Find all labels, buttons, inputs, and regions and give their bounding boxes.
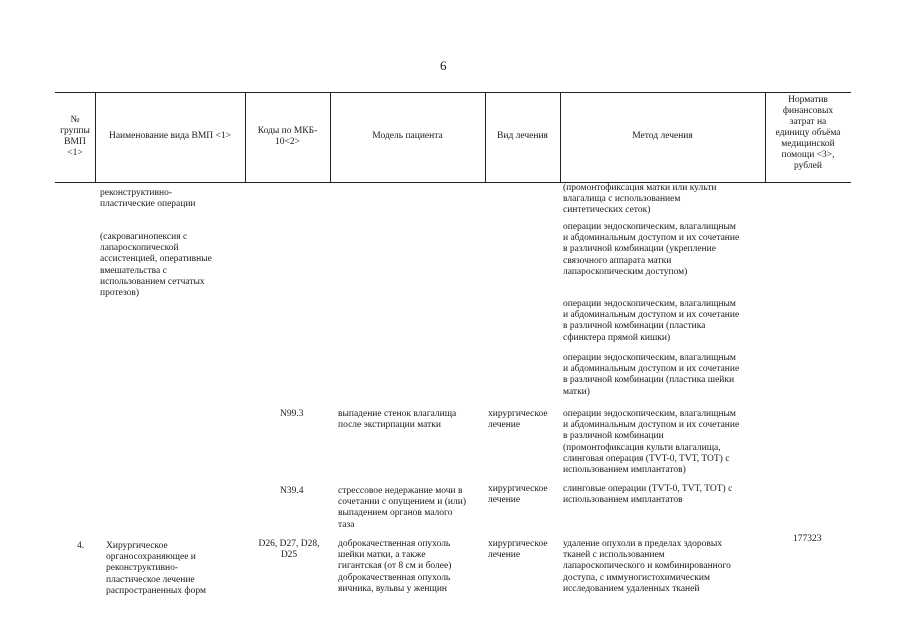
row-n99-model: выпадение стенок влагалища после экстирпации матки [338, 409, 457, 431]
method-block-3: операции эндоскопическим, влагалищным и абдоминальным доступом и их сочетание в различной комбинации (пластика сфинктера прямой кишки) [563, 299, 740, 343]
header-name: Наименование вида ВМП <1> [108, 131, 232, 141]
row-n99-treatment: хирургическое лечение [488, 409, 548, 431]
row-n39-treatment: хирургическое лечение [488, 484, 548, 506]
header-method: Метод лечения [632, 131, 693, 141]
header-codes: Коды по МКБ- 10<2> [257, 126, 318, 147]
row-n99-code: N99.3 [280, 409, 304, 419]
table-top-border [55, 92, 851, 93]
row-4-norm: 177323 [793, 534, 822, 544]
row-4-treatment: хирургическое лечение [488, 539, 548, 561]
row-4-group: 4. [77, 541, 85, 551]
cont-name-a: реконструктивно- пластические операции [100, 188, 196, 210]
method-block-4: операции эндоскопическим, влагалищным и абдоминальным доступом и их сочетание в различной комбинации (пластика шейки матки) [563, 353, 740, 397]
header-model: Модель пациента [372, 131, 443, 141]
method-block-2: операции эндоскопическим, влагалищным и абдоминальным доступом и их сочетание в различной комбинации (укрепление связочного аппарата матки лапароскопическим доступом) [563, 222, 740, 277]
header-norm: Норматив финансовых затрат на единицу объёма медицинской помощи <3>, рублей [775, 95, 841, 171]
header-treatment: Вид лечения [497, 131, 548, 141]
row-n39-code: N39.4 [280, 486, 304, 496]
table-header-bottom-border [55, 182, 851, 183]
header-group: № группы ВМП <1> [60, 115, 90, 158]
row-4-name: Хирургическое органосохраняющее и реконструктивно- пластическое лечение распространенных форм [106, 541, 206, 596]
row-n39-model: стрессовое недержание мочи в сочетании с опущением и (или) выпадением органов малого таза [338, 486, 466, 530]
method-block-1: (промонтофиксация матки или культи влагалища с использованием синтетических сеток) [563, 183, 717, 216]
row-4-model: доброкачественная опухоль шейки матки, а также гигантская (от 8 см и более) доброкачественная опухоль яичника, вульвы у женщин [338, 539, 452, 594]
page-number: 6 [440, 58, 447, 73]
row-4-method: удаление опухоли в пределах здоровых тканей с использованием лапароскопического и комбинированного доступа, с иммуногистохимическим исследованием удаленных тканей [563, 539, 731, 594]
row-n99-method: операции эндоскопическим, влагалищным и абдоминальным доступом и их сочетание в различной комбинации (промонтофиксация культи влагалища, слинговая операция (TVT-0, TVT, TOT) с использованием имплантатов) [563, 409, 740, 476]
row-n39-method: слинговые операции (TVT-0, TVT, TOT) с использованием имплантатов [563, 484, 733, 506]
row-4-code: D26, D27, D28, D25 [258, 539, 320, 561]
cont-name-b: (сакровагинопексия с лапароскопической ассистенцией, оперативные вмешательства с использованием сетчатых протезов) [100, 232, 212, 299]
